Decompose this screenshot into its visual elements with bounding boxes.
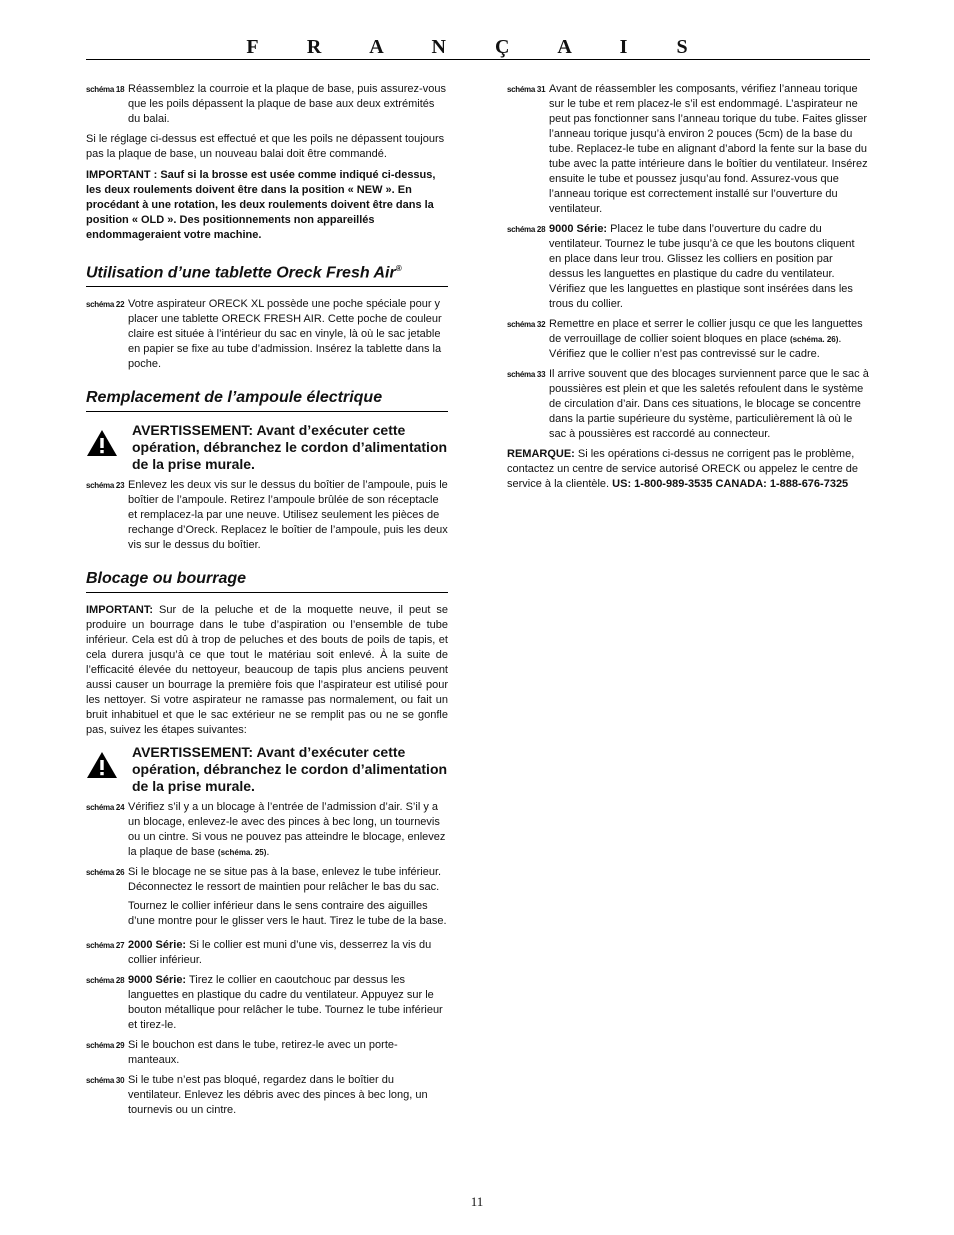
page-number: 11: [470, 1194, 484, 1209]
warning-text: AVERTISSEMENT: Avant d’exécuter cette opération, débranchez le cordon d’alimentation de la prise murale.: [132, 422, 448, 473]
step-tag: schéma 30: [86, 1076, 125, 1086]
remark-note: REMARQUE: Si les opérations ci-dessus ne corrigent pas le problème, contactez un centre de service autorisé ORECK ou appelez le centre de service à la clientèle. US: 1-800-989-3535 CANADA: 1-888-676-7325: [507, 448, 858, 490]
registered-mark: ®: [395, 264, 402, 273]
step-text: Réassemblez la courroie et la plaque de base, puis assurez-vous que les poils dépassent la plaque de base aux deux extrémités du balai.: [128, 83, 446, 125]
right-column: [507, 82, 869, 498]
step-schema-22: [86, 297, 448, 372]
step-schema-26: [86, 865, 448, 933]
step-text: 9000 Série: Placez le tube dans l’ouverture du cadre du ventilateur. Tournez le tube jusqu’à ce que les boutons cliquent en place dans leur trou. Glissez les colliers en position par dessus les languettes en plastique du cadre du ventilateur. Vérifiez que les languettes en plastique sont insérées dans les trous du collier.: [549, 223, 855, 310]
step-schema-18: [86, 82, 448, 127]
step-text: Il arrive souvent que des blocages surviennent parce que le sac à poussières est plein et que les saletés refoulent dans le système de circulation d’air. Dans ces situations, le blocage se concentre dans la partie supérieure du système, particulièrement là où le sac à poussières est raccordé au connecteur.: [549, 368, 869, 440]
step-text: Votre aspirateur ORECK XL possède une poche spéciale pour y placer une tablette ORECK FRESH AIR. Cette poche de couleur claire est située à l’intérieur du sac en vinyle, là où le sac jetable en papier se fixe au tube d’admission. Insérez la tablette dans la poche.: [128, 298, 442, 371]
step-tag: schéma 24: [86, 803, 125, 813]
heading-fresh-air-tablet: Utilisation d’une tablette Oreck Fresh Air®: [86, 259, 448, 287]
important-blockage-note: IMPORTANT: Sur de la peluche et de la moquette neuve, il peut se produire un bourrage dans le tube d’aspiration ou l’ensemble de tube inférieur. Cela est dû à trop de peluches et des bouts de poils de tapis, et cela durera jusqu’à ce que tout le matériau soit enlevé. À la suite de l’efficacité élevée du nettoyeur, beaucoup de tapis plus anciens peuvent aussi causer un bourrage la première fois que l’aspirateur est utilisé pour les nettoyer. Si votre aspirateur ne ramasse pas normalement, ou fait un bruit inhabituel et que le sac extérieur ne se remplit pas ou ne se gonfle pas, suivez les étapes suivantes:: [86, 604, 448, 737]
step-schema-33: [507, 367, 869, 442]
step-tag: schéma 31: [507, 85, 546, 94]
step-text: Si le bouchon est dans le tube, retirez-le avec un porte-manteaux.: [128, 1039, 398, 1067]
step-tag: schéma 27: [86, 941, 125, 951]
step-schema-30: [86, 1073, 448, 1118]
step-tag: schéma 26: [86, 868, 125, 878]
header-rule: [86, 59, 870, 60]
service-phone-numbers: US: 1-800-989-3535 CANADA: 1-888-676-7325: [612, 478, 849, 490]
warning-triangle-icon: [86, 422, 132, 463]
step-tag: schéma 22: [86, 300, 125, 310]
step-schema-29: [86, 1038, 448, 1068]
step-tag: schéma 28: [86, 976, 125, 986]
warning-block-2: [86, 744, 448, 795]
step-text: Avant de réassembler les composants, vérifiez l’anneau torique sur le tube et rem placez-le s’il est endommagé. L’aspirateur ne peut pas fonctionner sans l’anneau torique du tube. Faites glisser l’anneau torique jusqu’à environ 2 pouces (5cm) de la base du tube. Replacez-le tube en alignant d’abord la fente sur la base du tube avec la patte intérieure dans le boîtier du ventilateur. Insérez ensuite le tube et poussez jusqu’au fond. Assurez-vous que l’anneau torique est correctement installé sur l’ouverture du ventilateur.: [549, 83, 868, 215]
step-tag: schéma 23: [86, 481, 125, 491]
step-schema-32: [507, 317, 869, 362]
left-column: [86, 82, 448, 1123]
step-tag: schéma 33: [507, 370, 546, 379]
step-tag: schéma 32: [507, 320, 546, 329]
step-schema-31: [507, 82, 869, 217]
step-text: 9000 Série: Tirez le collier en caoutchouc par dessus les languettes en plastique du cadre du ventilateur. Appuyez sur le bouton métallique pour relâcher le tube. Tournez le tube inférieur et tirez-le.: [128, 974, 443, 1032]
step-text: 2000 Série: Si le collier est muni d’une vis, desserrez la vis du collier inférieur.: [128, 939, 432, 967]
step-text: Si le blocage ne se situe pas à la base, enlevez le tube inférieur. Déconnectez le ressort de maintien pour relâcher le bas du sac. Tournez le collier inférieur dans le sens contraire des aiguilles d’une montre pour le glisser vers le haut. Tirez le tube de la base.: [128, 866, 447, 928]
section-language-header: F R A N Ç A I S: [246, 36, 710, 58]
important-bearings-note: IMPORTANT : Sauf si la brosse est usée comme indiqué ci-dessus, les deux roulements doivent être dans la position « NEW ». En procédant à une rotation, les deux roulements doivent être dans la position « OLD ». Des positionnements non appareillés endommageraient votre machine.: [86, 169, 436, 241]
step-schema-28: [86, 973, 448, 1033]
warning-triangle-icon: [86, 744, 132, 785]
step-tag: schéma 28: [507, 225, 546, 234]
step-tag: schéma 18: [86, 85, 125, 94]
paragraph-brush-order: Si le réglage ci-dessus est effectué et que les poils ne dépassent toujours pas la plaque de base, un nouveau balai doit être commandé.: [86, 133, 445, 160]
step-schema-24: [86, 800, 448, 860]
step-schema-28-right: [507, 222, 869, 312]
heading-bulb-replacement: Remplacement de l’ampoule électrique: [86, 388, 448, 412]
step-text: Si le tube n’est pas bloqué, regardez dans le boîtier du ventilateur. Enlevez les débris avec des pinces à bec long, un tournevis ou un cintre.: [128, 1074, 428, 1117]
step-text: Vérifiez s’il y a un blocage à l’entrée de l’admission d’air. S’il y a un blocage, enlevez-le avec des pinces à bec long, un tournevis ou un cintre. Si vous ne pouvez pas atteindre le blocage, enlevez la plaque de base (schéma. 25).: [128, 801, 446, 859]
step-schema-27: [86, 938, 448, 968]
heading-blockage: Blocage ou bourrage: [86, 569, 448, 593]
warning-block: [86, 422, 448, 473]
step-tag: schéma 29: [86, 1041, 125, 1051]
step-text: Enlevez les deux vis sur le dessus du boîtier de l’ampoule, puis le boîtier de l’ampoule. Retirez l’ampoule brûlée de son réceptacle et remplacez-la par une neuve. Utilisez seulement les pièces de rechange d’Oreck. Replacez le boîtier de l’ampoule, puis les deux vis sur le dessus du boîtier.: [128, 479, 448, 552]
step-text: Remettre en place et serrer le collier jusqu ce que les languettes de verrouillage de collier soient bloques en place (schéma. 26). Vérifiez que le collier n’est pas contrevissé sur le cadre.: [549, 318, 863, 360]
step-schema-23: [86, 478, 448, 553]
warning-text: AVERTISSEMENT: Avant d’exécuter cette opération, débranchez le cordon d’alimentation de la prise murale.: [132, 744, 448, 795]
